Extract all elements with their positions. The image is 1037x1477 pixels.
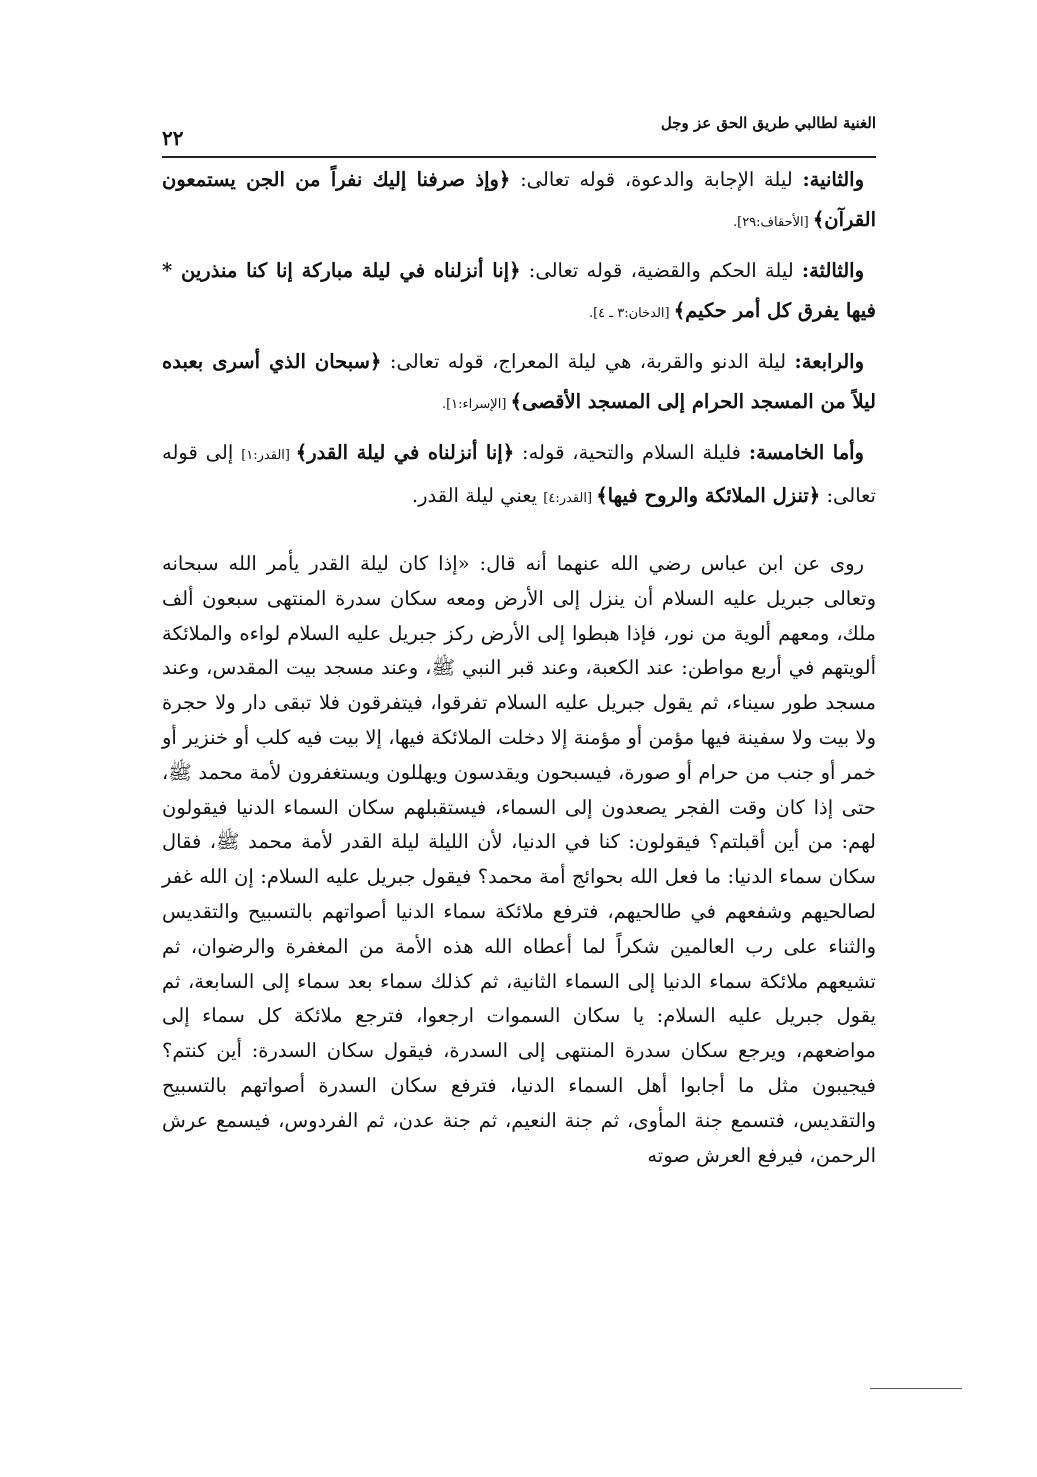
entry-lead: والرابعة:: [794, 350, 864, 373]
quran-quote: ﴿سبحان الذي أسرى بعبده ليلاً من المسجد الحرام إلى المسجد الأقصى﴾: [162, 350, 876, 413]
verse-reference-second: [القدر:٤]: [543, 491, 597, 506]
quran-quote: ﴿إنا أنزلناه في ليلة القدر﴾: [295, 441, 515, 464]
entry-lead: وأما الخامسة:: [748, 441, 864, 464]
entry-text: ليلة الإجابة والدعوة، قوله تعالى:: [510, 168, 803, 191]
verse-reference: [الإسراء:١].: [441, 397, 511, 412]
footer-rule: [870, 1388, 962, 1389]
entry-lead: والثالثة:: [801, 259, 864, 282]
entry-text-end: يعني ليلة القدر.: [411, 484, 544, 507]
entry-lead: والثانية:: [802, 168, 865, 191]
nights-list: [162, 160, 876, 527]
verse-reference: [القدر:١]: [241, 448, 296, 463]
entry-third-night: [162, 251, 876, 334]
quran-quote: ﴿وإذ صرفنا إليك نفراً من الجن يستمعون القرآن﴾: [162, 168, 876, 231]
page-number: ٢٢: [162, 126, 184, 150]
page-header: [162, 104, 876, 158]
entry-text: ليلة الدنو والقربة، هي ليلة المعراج، قوله تعالى:: [381, 350, 795, 373]
quran-quote-second: ﴿تنزل الملائكة والروح فيها﴾: [596, 484, 821, 507]
entry-text: فليلة السلام والتحية، قوله:: [514, 441, 749, 464]
entry-text-continued: إلى قوله تعالى:: [162, 441, 876, 507]
quran-quote: ﴿إنا أنزلناه في ليلة مباركة إنا كنا منذرين * فيها يفرق كل أمر حكيم﴾: [162, 259, 876, 322]
entry-fifth-night: [162, 433, 876, 519]
running-title: الغنية لطالبي طريق الحق عز وجل: [660, 114, 876, 132]
verse-reference: [الأحقاف:٢٩].: [732, 215, 813, 230]
verse-reference: [الدخان:٣ ـ ٤].: [588, 306, 674, 321]
entry-text: ليلة الحكم والقضية، قوله تعالى:: [520, 259, 802, 282]
hadith-paragraph: روى عن ابن عباس رضي الله عنهما أنه قال: «إذا كان ليلة القدر يأمر الله سبحانه وتعالى جبريل عليه السلام أن ينزل إلى الأرض ومعه سكان سدرة المنتهى سبعون ألف ملك، ومعهم ألوية من نور، فإذا هبطوا إلى الأرض ركز جبريل عليه السلام لواءه والملائكة ألويتهم في أربع مواطن: عند الكعبة، وعند قبر النبي ﷺ، وعند مسجد بيت المقدس، وعند مسجد طور سيناء، ثم يقول جبريل عليه السلام تفرقوا، فيتفرقون فلا تبقى دار ولا حجرة ولا بيت ولا سفينة فيها مؤمن أو مؤمنة إلا دخلت الملائكة فيها، إلا بيت فيه كلب أو خنزير أو خمر أو جنب من حرام أو صورة، فيسبحون ويقدسون ويهللون ويستغفرون لأمة محمد ﷺ، حتى إذا كان وقت الفجر يصعدون إلى السماء، فيستقبلهم سكان السماء الدنيا فيقولون لهم: من أين أقبلتم؟ فيقولون: كنا في الدنيا، لأن الليلة ليلة القدر لأمة محمد ﷺ، فقال سكان سماء الدنيا: ما فعل الله بحوائج أمة محمد؟ فيقول جبريل عليه السلام: إن الله غفر لصالحيهم وشفعهم في طالحيهم، فترفع ملائكة سماء الدنيا أصواتهم بالتسبيح والتقديس والثناء على رب العالمين شكراً لما أعطاه الله هذه الأمة من المغفرة والرضوان، ثم تشيعهم ملائكة سماء الدنيا إلى السماء الثانية، ثم كذلك سماء بعد سماء إلى السابعة، ثم يقول جبريل عليه السلام: يا سكان السموات ارجعوا، فترجع ملائكة كل سماء إلى مواضعهم، ويرجع سكان سدرة المنتهى إلى السدرة، فيقول سكان السدرة: أين كنتم؟ فيجيبون مثل ما أجابوا أهل السماء الدنيا، فترفع سكان السدرة أصواتهم بالتسبيح والتقديس، فتسمع جنة المأوى، ثم جنة النعيم، ثم جنة عدن، ثم الفردوس، فيسمع عرش الرحمن، فيرفع العرش صوته: [162, 552, 876, 1167]
entry-second-night: [162, 160, 876, 243]
entry-fourth-night: [162, 342, 876, 425]
